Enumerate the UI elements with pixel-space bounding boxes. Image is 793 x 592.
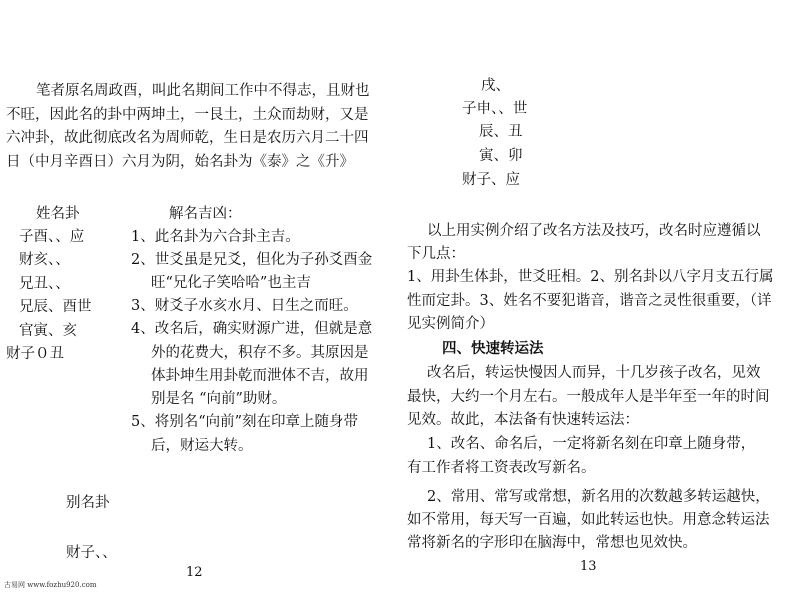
right-paragraph-line: 1、用卦生体卦，世爻旺相。2、别名卦以八字月支五行属 [407,269,774,285]
page-number: 12 [186,565,203,580]
right-paragraph-line: 以上用实例介绍了改名方法及技巧，改名时应遵循以 [427,223,761,239]
alias-hexagram-title: 别名卦 [66,495,110,511]
watermark: 古易网 www.fozhu920.com [4,581,97,589]
interpretation-line: 旺“兄化子笑哈哈”也主吉 [151,275,311,291]
section-line: 如不常用，每天写一百遍，如此转运也快。用意念转运法 [407,512,770,528]
section-line: 改名后，转运快慢因人而异，十几岁孩子改名，见效 [427,365,761,381]
hexagram-line: 兄丑、、 [19,276,70,292]
section-heading: 四、快速转运法 [442,340,544,357]
interpretation-line: 2、世爻虽是兄爻，但化为子孙爻酉金 [131,252,373,268]
left-paragraph-line: 不旺，因此名的卦中两坤土，一艮土，土众而劫财，又是 [6,107,369,123]
hexagram-line: 辰、丑 [479,124,523,140]
interpretation-line: 后，财运大转。 [151,438,253,454]
interpretation-title: 解名吉凶： [169,206,242,222]
interpretation-line: 体卦坤生用卦乾而泄体不吉，故用 [151,368,369,384]
hexagram-line: 官寅、亥 [19,323,77,339]
interpretation-line: 4、改名后，确实财源广进，但就是意 [131,321,373,337]
interpretation-line: 外的花费大，积存不多。其原因是 [151,345,369,361]
right-paragraph-line: 性而定卦。3、姓名不要犯谐音，谐音之灵性很重要，（详 [407,293,772,309]
interpretation-line: 3、财爻子水亥水月、日生之而旺。 [131,298,358,314]
section-line: 常将新名的字形印在脑海中，常想也见效快。 [407,535,697,551]
section-line: 2、常用、常写或常想，新名用的次数越多转运越快， [427,489,770,505]
hexagram-title: 姓名卦 [36,206,80,222]
interpretation-line: 1、此名卦为六合卦主吉。 [131,229,300,245]
section-line: 最快，大约一个月左右。一般成年人是半年至一年的时间 [407,389,770,405]
hexagram-line: 财亥、、 [19,252,70,268]
left-paragraph-line: 六冲卦，故此彻底改名为周师乾，生日是农历六月二十四 [6,130,369,146]
section-line: 1、改名、命名后，一定将新名刻在印章上随身带， [427,436,756,452]
hexagram-line: 财子、应 [462,172,520,188]
right-page [397,0,793,592]
alias-hexagram-line: 财子、、 [66,545,117,561]
section-line: 见效。故此，本法备有快速转运法： [407,412,639,428]
hexagram-line: 财子０丑 [6,346,64,362]
hexagram-line: 寅、卯 [479,148,523,164]
left-paragraph-line: 笔者原名周政酉，叫此名期间工作中不得志，且财也 [36,83,370,99]
interpretation-line: 别是名 “向前”助财。 [151,391,287,407]
right-paragraph-line: 下几点： [407,246,465,262]
hexagram-line: 兄辰、酉世 [19,299,92,315]
interpretation-line: 5、将别名“向前”刻在印章上随身带 [131,414,359,430]
section-line: 有工作者将工资表改写新名。 [407,460,596,476]
page-number: 13 [580,559,597,574]
hexagram-line: 子酉、、应 [19,229,85,245]
right-paragraph-line: 见实例简介） [407,316,494,332]
hexagram-line: 戌、 [481,78,510,94]
left-paragraph-line: 日（中月辛酉日）六月为阴，始名卦为《泰》之《升》 [6,154,354,170]
left-page [0,0,396,592]
hexagram-line: 子申、、世 [462,101,528,117]
